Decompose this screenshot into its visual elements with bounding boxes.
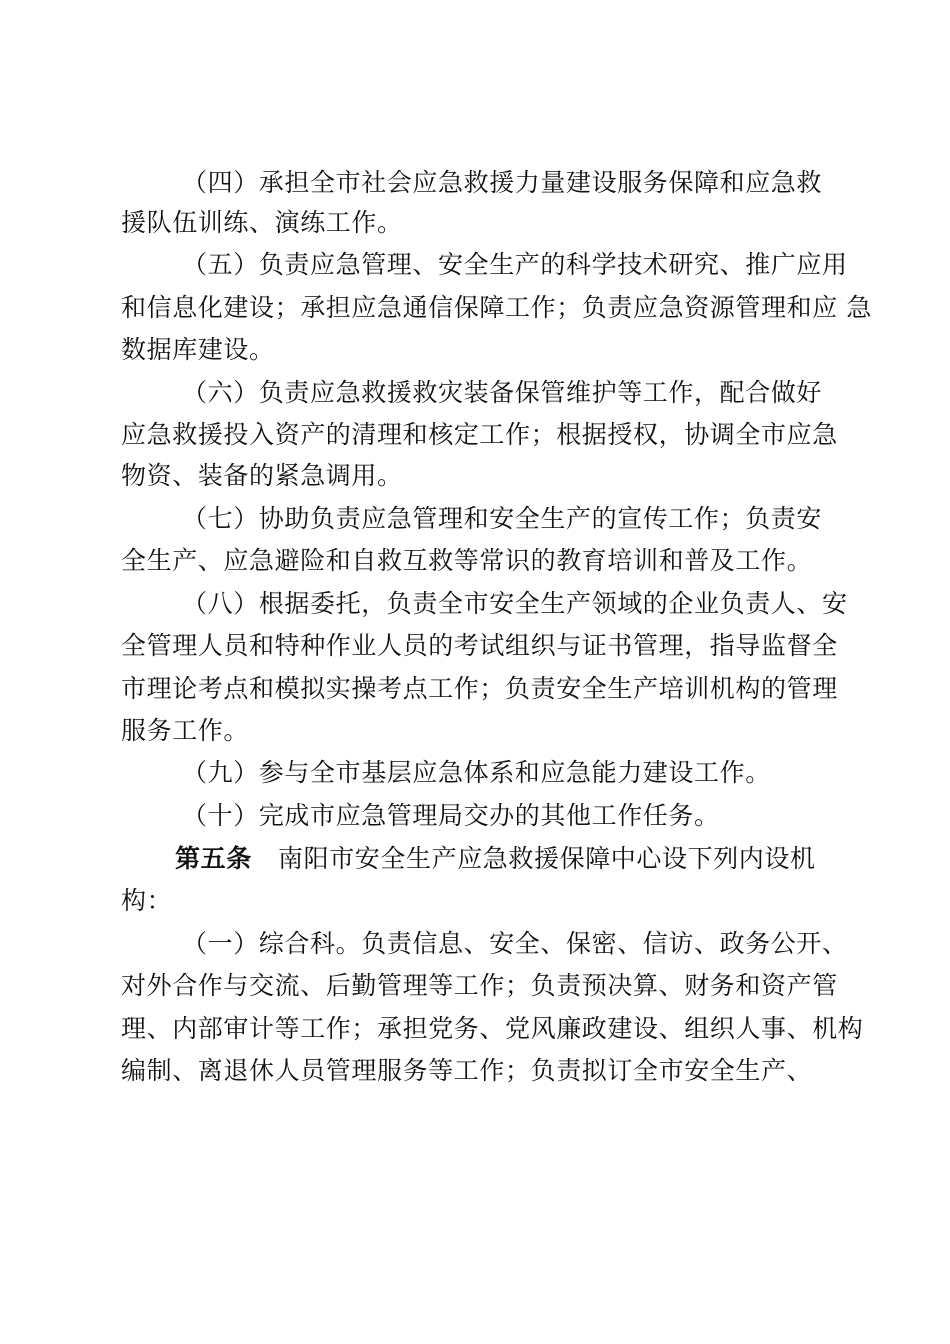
text-line: （八）根据委托，负责全市安全生产领域的企业负责人、安 [182, 589, 848, 618]
text-line: 物资、装备的紧急调用。 [121, 461, 403, 490]
text-line: （十）完成市应急管理局交办的其他工作任务。 [182, 801, 720, 830]
text-line: 编制、离退休人员管理服务等工作；负责拟订全市安全生产、 [121, 1056, 813, 1085]
text-line: 援队伍训练、演练工作。 [121, 208, 403, 237]
text-line: 构： [121, 886, 173, 915]
text-line: 服务工作。 [121, 716, 250, 745]
text-line: （六）负责应急救援救灾装备保管维护等工作，配合做好 [182, 378, 823, 407]
text-line: （五）负责应急管理、安全生产的科学技术研究、推广应用 [182, 250, 848, 279]
text-line: 和信息化建设；承担应急通信保障工作；负责应急资源管理和应 急 [121, 293, 872, 322]
text-line: 应急救援投入资产的清理和核定工作；根据授权，协调全市应急 [121, 420, 838, 449]
text-line: 全生产、应急避险和自救互救等常识的教育培训和普及工作。 [121, 546, 813, 575]
text-line: 理、内部审计等工作；承担党务、党风廉政建设、组织人事、机构 [121, 1014, 864, 1043]
text-line: 南阳市安全生产应急救援保障中心设下列内设机 [278, 844, 816, 873]
text-line: 市理论考点和模拟实操考点工作；负责安全生产培训机构的管理 [121, 674, 838, 703]
text-line: 对外合作与交流、后勤管理等工作；负责预决算、财务和资产管 [121, 971, 838, 1000]
text-line: （一）综合科。负责信息、安全、保密、信访、政务公开、 [182, 929, 848, 958]
text-line: （七）协助负责应急管理和安全生产的宣传工作；负责安 [182, 504, 823, 533]
text-line: （四）承担全市社会应急救援力量建设服务保障和应急救 [182, 168, 823, 197]
article-label: 第五条 [175, 844, 252, 873]
text-line: 数据库建设。 [121, 335, 275, 364]
text-line: （九）参与全市基层应急体系和应急能力建设工作。 [182, 758, 771, 787]
text-line: 全管理人员和特种作业人员的考试组织与证书管理，指导监督全 [121, 631, 838, 660]
